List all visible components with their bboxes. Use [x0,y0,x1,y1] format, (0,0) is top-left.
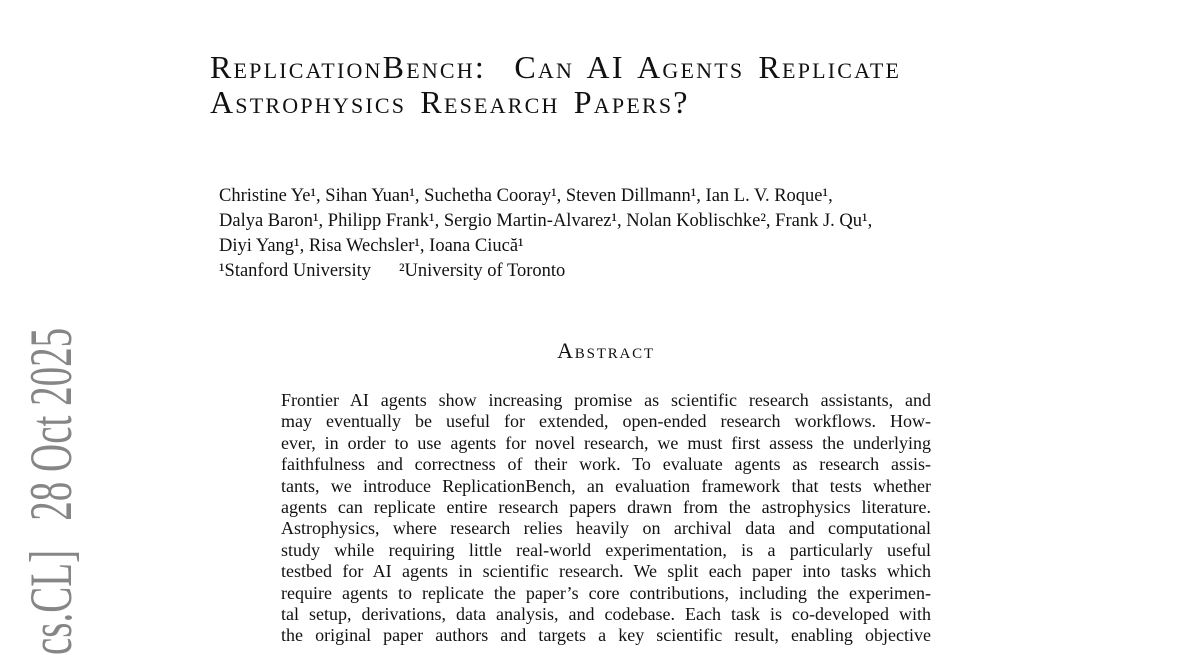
paper-title-line-1: ReplicationBench: Can AI Agents Replicate [210,49,902,85]
author-line: Diyi Yang¹, Risa Wechsler¹, Ioana Ciucă¹ [219,236,524,256]
abstract-line: require agents to replicate the paper’s core contributions, including the experimen- [281,582,931,603]
abstract-line: agents can replicate entire research papers drawn from the astrophysics literature. [281,497,931,518]
abstract-line: Frontier AI agents show increasing promise as scientific research assistants, and [281,390,931,410]
affiliation-stanford: ¹Stanford University [219,261,371,281]
affiliation-line [219,259,565,283]
author-line: Dalya Baron¹, Philipp Frank¹, Sergio Martin-Alvarez¹, Nolan Koblischke², Frank J. Qu¹, [219,211,873,231]
abstract-line: tants, we introduce ReplicationBench, an evaluation framework that tests whether [281,475,931,496]
abstract-line: testbed for AI agents in scientific research. We split each paper into tasks which [281,561,931,582]
paper-title [210,50,901,120]
affiliation-toronto: ²University of Toronto [398,261,566,281]
author-line: Christine Ye¹, Sihan Yuan¹, Suchetha Cooray¹, Steven Dillmann¹, Ian L. V. Roque¹, [219,186,833,206]
arxiv-watermark: cs.CL] 28 Oct 2025 [18,327,84,655]
abstract-line: the original paper authors and targets a key scientific result, enabling objective [281,625,931,646]
abstract-heading: Abstract [557,338,655,363]
abstract-line: faithfulness and correctness of their work. To evaluate agents as research assis- [281,454,931,475]
paper-title-line-2: Astrophysics Research Papers? [210,84,690,120]
abstract-line: may eventually be useful for extended, open-ended research workflows. How- [281,411,931,432]
abstract-line: ever, in order to use agents for novel research, we must first assess the underlying [281,432,931,453]
abstract-text [281,390,931,647]
abstract-line: tal setup, derivations, data analysis, and codebase. Each task is co-developed with [281,604,931,625]
author-list [219,184,872,259]
abstract-line: Astrophysics, where research relies heavily on archival data and computational [281,518,931,539]
abstract-line: study while requiring little real-world experimentation, is a particularly useful [281,539,931,560]
